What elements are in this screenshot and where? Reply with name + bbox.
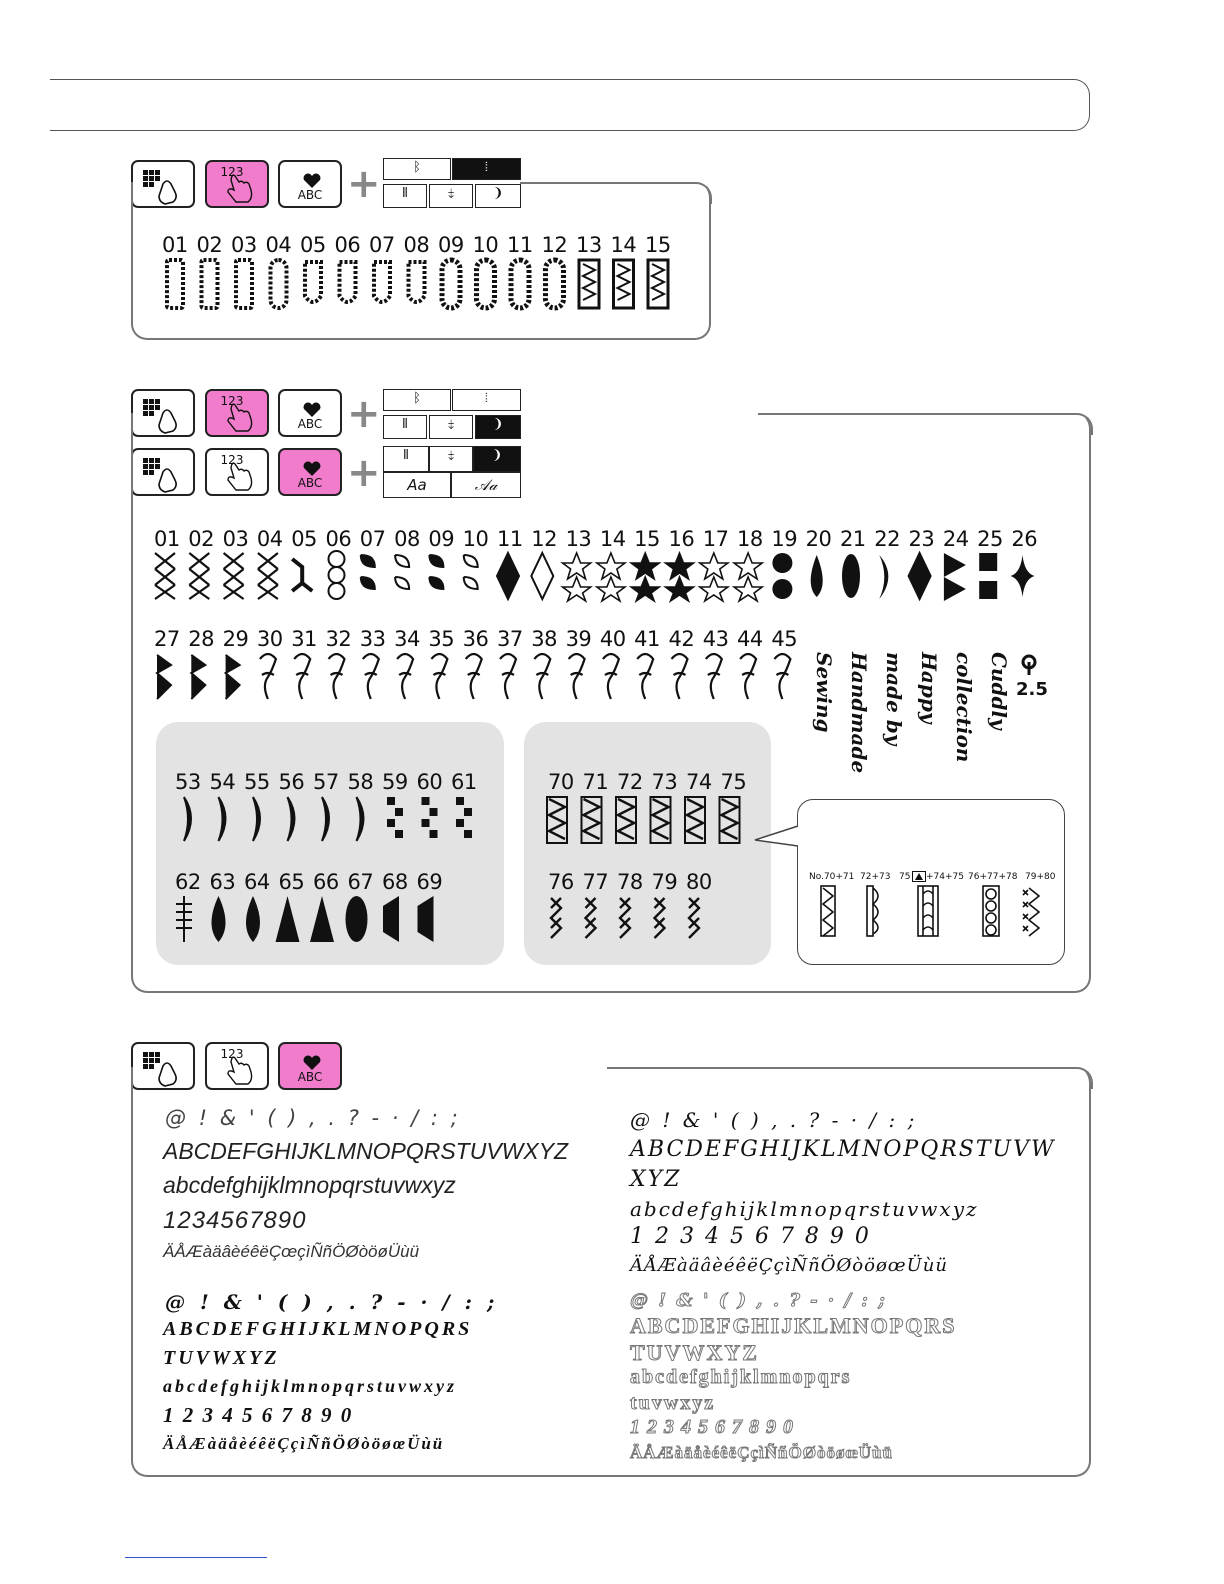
stitch-glyph: [374, 262, 390, 302]
combo-label-2: 72+73: [860, 872, 891, 882]
stitch-glyph: [387, 797, 395, 805]
mirror-option-2[interactable]: [383, 389, 451, 411]
stitch-number: 43: [702, 627, 729, 651]
numbers-label: 123: [220, 1047, 244, 1061]
stitch-glyph: [184, 797, 191, 841]
stitch-glyph: [563, 553, 591, 601]
stitch-number: 70: [548, 770, 574, 794]
stitch-number: 03: [231, 233, 257, 257]
stitch-glyph: [689, 898, 699, 938]
stitch-glyph: [383, 896, 399, 942]
stitch-glyph: [224, 553, 244, 599]
stitch-number: 77: [582, 870, 609, 894]
block-font-label: Aa: [407, 476, 427, 494]
stitch-glyph: [340, 262, 356, 302]
stitch-number: 55: [244, 770, 270, 794]
width-icon: ⫴: [402, 417, 408, 432]
stitch-glyph: [361, 555, 375, 589]
stitch-glyph: [258, 553, 278, 599]
stitch-number: 72: [617, 770, 643, 794]
panel-top-edge-3: [607, 1067, 1093, 1089]
stitch-glyph: [397, 654, 413, 699]
stitch-glyph: [226, 655, 240, 699]
casual-upper-2: XYZ: [630, 1167, 682, 1192]
stitch-glyph: [584, 799, 600, 839]
stitch-glyph: [288, 797, 295, 841]
stitch-glyph: [322, 797, 329, 841]
combo-numbers-row1: [548, 770, 755, 794]
stitch-number: 27: [154, 627, 180, 651]
casual-upper-1: ABCDEFGHIJKLMNOPQRSTUVW: [630, 1137, 1056, 1162]
mirror-icon: ᛒ: [413, 160, 421, 175]
numbers-label: 123: [220, 394, 244, 408]
stitch-glyph: [329, 567, 345, 583]
decorative-numbers-row1: [154, 527, 1046, 551]
buttonhole-numbers: [162, 233, 680, 257]
script-upper-2: TUVWXYZ: [163, 1347, 280, 1369]
combo-numbers-row2: [548, 870, 721, 894]
stitch-number: 67: [347, 870, 374, 894]
stitch-glyph: [430, 830, 438, 838]
stitch-glyph: [979, 581, 997, 599]
stitch-glyph: [1011, 555, 1035, 597]
stitch-number: 29: [222, 627, 249, 651]
stitch-number: 39: [565, 627, 592, 651]
plus-icon: +: [347, 161, 381, 207]
panel-top-edge-2: [758, 413, 1093, 435]
letters-label: ABC: [297, 1070, 323, 1084]
block-accents: ÄÅÆàäâèéêëÇœçìÑñÖØòöøÜùü: [163, 1242, 420, 1261]
stitch-glyph: [879, 555, 888, 599]
stitch-number: 04: [256, 527, 283, 551]
stitch-glyph: [586, 898, 596, 938]
stitch-number: 23: [908, 527, 935, 551]
width-icon: ⫴: [403, 448, 409, 463]
stitch-glyph: [672, 654, 688, 699]
mirror-option[interactable]: [383, 158, 451, 180]
stitch-number: 62: [175, 870, 201, 894]
stitch-glyph: [387, 819, 395, 827]
combo-label-4: +74+75: [926, 872, 964, 882]
stitch-number: 18: [737, 527, 763, 551]
auto-icon: ❩: [492, 417, 504, 432]
stitch-glyph: [666, 553, 694, 601]
stitch-glyph: [329, 583, 345, 599]
script-word-1: Sewing: [812, 652, 836, 733]
stitch-number: 66: [313, 870, 339, 894]
thread-icon: [1018, 655, 1040, 677]
thread-value: 2.5: [1016, 679, 1048, 700]
stitch-glyph: [631, 553, 659, 601]
combo-glyphs-row2: [545, 894, 755, 944]
plus-icon: +: [347, 450, 381, 496]
stitch-number: 65: [278, 870, 305, 894]
stitch-glyph: [569, 654, 585, 699]
stitch-glyph: [395, 830, 403, 838]
auto-icon: ❩: [492, 186, 504, 201]
outline-symbols: @ ! & ' ( ) , . ? - · / : ;: [630, 1290, 887, 1311]
stitch-glyph: [620, 898, 630, 938]
stitch-number: 42: [668, 627, 695, 651]
stitch-glyph: [176, 896, 192, 942]
stitch-glyph: [442, 260, 460, 308]
stitch-glyph: [418, 896, 434, 942]
stitch-glyph: [464, 555, 478, 589]
stitch-glyph: [253, 797, 260, 841]
letters-label: ABC: [297, 188, 323, 202]
script-word-4: Happy: [917, 652, 941, 724]
stitch-number: 31: [291, 627, 317, 651]
stitch-number: 76: [548, 870, 574, 894]
stitch-glyph: [157, 655, 171, 699]
combo-label-1: No.70+71: [809, 872, 855, 882]
stitch-number: 19: [771, 527, 798, 551]
stitch-glyph: [500, 654, 516, 699]
width-icon: ⫴: [402, 186, 408, 201]
stitch-glyph: [395, 555, 409, 589]
length-icon: ⦙: [485, 160, 488, 175]
stitch-number: 17: [702, 527, 729, 551]
stitch-number: 68: [382, 870, 408, 894]
stitch-number: 22: [874, 527, 900, 551]
stitch-glyph: [618, 264, 630, 300]
stitch-glyph: [549, 799, 565, 839]
stitch-glyph: [466, 654, 482, 699]
script-digits: 1 2 3 4 5 6 7 8 9 0: [163, 1403, 354, 1427]
stitch-number: 44: [737, 627, 763, 651]
stitch-glyph: [740, 654, 756, 699]
stitch-number: 08: [403, 233, 430, 257]
casual-lower: abcdefghijklmnopqrstuvwxyz: [630, 1197, 979, 1221]
script-word-6: Cuddly: [987, 652, 1011, 730]
stitch-number: 79: [651, 870, 678, 894]
stitch-number: 02: [196, 233, 223, 257]
auto-icon: ❩: [491, 448, 503, 463]
stitch-glyph: [456, 819, 464, 827]
stitch-number: 07: [369, 233, 395, 257]
outline-upper-1: ABCDEFGHIJKLMNOPQRS: [630, 1313, 957, 1338]
stitch-glyph: [652, 264, 664, 300]
stitch-glyph: [310, 896, 334, 942]
combo-label-6: 79+80: [1025, 872, 1056, 882]
stitch-glyph: [534, 654, 550, 699]
outline-lower-1: abcdefghijklmnopqrs: [630, 1366, 852, 1388]
stitch-number: 35: [428, 627, 455, 651]
tie-icon: ⤈: [448, 186, 454, 201]
stitch-glyph: [363, 654, 379, 699]
combo-label-3: 75: [899, 872, 911, 882]
decorative-numbers-row2: [154, 627, 806, 651]
length-option[interactable]: [452, 158, 521, 180]
stitch-number: 09: [438, 233, 464, 257]
stitch-glyph: [422, 797, 430, 805]
callout-pointer: [755, 826, 800, 848]
stitch-glyph: [155, 553, 175, 599]
outline-digits: 1 2 3 4 5 6 7 8 9 0: [630, 1416, 794, 1438]
stitch-glyph: [653, 799, 669, 839]
stitch-glyph: [464, 808, 472, 816]
stitch-number: 06: [325, 527, 352, 551]
stitch-glyph: [909, 553, 931, 599]
stitch-glyph: [431, 654, 447, 699]
casual-digits: 1 2 3 4 5 6 7 8 9 0: [630, 1224, 871, 1249]
stitch-number: 56: [278, 770, 305, 794]
stitch-number: 09: [428, 527, 455, 551]
mirror-icon: ᛒ: [413, 391, 421, 406]
stitch-glyph: [346, 896, 368, 942]
stitch-number: 16: [668, 527, 695, 551]
stitch-number: 24: [942, 527, 969, 551]
stitch-glyph: [191, 655, 205, 699]
panel-top-edge: [520, 182, 712, 204]
satin-glyphs-row1: [172, 795, 492, 845]
stitch-glyph: [511, 260, 529, 308]
stitch-number: 80: [686, 870, 712, 894]
block-symbols: @ ! & ' ( ) , . ? - · / : ;: [165, 1106, 461, 1130]
stitch-glyph: [422, 819, 430, 827]
stitch-glyph: [276, 896, 300, 942]
stitch-glyph: [294, 654, 310, 699]
stitch-number: 36: [462, 627, 489, 651]
stitch-glyph: [409, 262, 425, 302]
stitch-glyph: [497, 553, 519, 599]
stitch-glyph: [246, 896, 260, 942]
stitch-number: 71: [582, 770, 609, 794]
stitch-number: 63: [209, 870, 236, 894]
outline-accents: ÄÅÆàäåèéêëÇçìÑñÖØòöøœÜùü: [630, 1443, 893, 1462]
block-digits: 1234567890: [163, 1207, 307, 1234]
stitch-glyph: [603, 654, 619, 699]
stitch-number: 10: [462, 527, 489, 551]
stitch-number: 59: [382, 770, 408, 794]
stitch-glyph: [637, 654, 653, 699]
stitch-glyph: [236, 260, 252, 308]
stitch-number: 25: [977, 527, 1003, 551]
stitch-number: 01: [154, 527, 180, 551]
stitch-number: 53: [175, 770, 201, 794]
script-lower: abcdefghijklmnopqrstuvwxyz: [163, 1376, 458, 1396]
satin-numbers-row1: [175, 770, 486, 794]
stitch-number: 69: [416, 870, 443, 894]
stitch-glyph: [395, 808, 403, 816]
stitch-glyph: [706, 654, 722, 699]
stitch-number: 05: [291, 527, 317, 551]
stitch-glyph: [189, 553, 209, 599]
outline-lower-2: tuvwxyz: [630, 1392, 716, 1414]
satin-numbers-row2: [175, 870, 451, 894]
stitch-glyph: [329, 551, 345, 567]
stitch-number: 12: [541, 233, 568, 257]
stitch-number: 40: [599, 627, 626, 651]
stitch-number: 26: [1011, 527, 1038, 551]
stitch-number: 30: [256, 627, 283, 651]
stitch-number: 54: [209, 770, 236, 794]
stitch-number: 03: [222, 527, 249, 551]
stitch-glyph: [655, 898, 665, 938]
stitch-glyph: [429, 555, 443, 589]
outline-upper-2: TUVWXYZ: [630, 1340, 759, 1365]
stitch-glyph: [219, 797, 226, 841]
section-header-bar: [50, 79, 1090, 131]
stitch-glyph: [167, 260, 183, 308]
stitch-number: 14: [610, 233, 637, 257]
stitch-number: 41: [634, 627, 660, 651]
stitch-glyph: [271, 260, 287, 308]
stitch-glyph: [292, 559, 312, 591]
script-upper-1: ABCDEFGHIJKLMNOPQRS: [163, 1318, 473, 1340]
tie-icon: ⤈: [448, 417, 454, 432]
stitch-number: 60: [416, 770, 443, 794]
stitch-number: 13: [576, 233, 602, 257]
stitch-number: 78: [617, 870, 643, 894]
stitch-number: 34: [394, 627, 420, 651]
stitch-glyph: [811, 555, 823, 597]
tie-icon: ⤈: [448, 448, 454, 463]
stitch-number: 33: [359, 627, 386, 651]
stitch-number: 75: [720, 770, 747, 794]
stitch-number: 61: [451, 770, 477, 794]
stitch-number: 11: [496, 527, 523, 551]
numbers-label: 123: [220, 165, 244, 179]
stitch-number: 58: [347, 770, 374, 794]
stitch-number: 07: [359, 527, 386, 551]
stitch-glyph: [212, 896, 226, 942]
stitch-number: 15: [645, 233, 671, 257]
stitch-glyph: [687, 799, 703, 839]
stitch-glyph: [430, 808, 438, 816]
stitch-glyph: [772, 579, 792, 599]
stitch-number: 37: [496, 627, 523, 651]
stitch-glyph: [477, 260, 495, 308]
combo-stitch-samples: [815, 884, 1055, 938]
stitch-glyph: [583, 264, 595, 300]
block-lower: abcdefghijklmnopqrstuvwxyz: [163, 1172, 456, 1198]
buttonhole-glyphs: [160, 258, 680, 313]
stitch-number: 20: [805, 527, 832, 551]
stitch-glyph: [597, 553, 625, 601]
stitch-number: 13: [565, 527, 592, 551]
stitch-glyph: [456, 797, 464, 805]
stitch-number: 06: [334, 233, 361, 257]
length-option-2[interactable]: [452, 389, 521, 411]
stitch-glyph: [202, 260, 218, 308]
stitch-glyph: [734, 553, 762, 601]
stitch-number: 11: [507, 233, 533, 257]
letters-label: ABC: [297, 476, 323, 490]
stitch-glyph: [357, 797, 364, 841]
casual-symbols: @ ! & ' ( ) , . ? - · / : ;: [630, 1108, 918, 1132]
numbers-label: 123: [220, 453, 244, 467]
stitch-number: 64: [244, 870, 270, 894]
stitch-number: 45: [771, 627, 798, 651]
stitch-number: 05: [300, 233, 326, 257]
stitch-number: 38: [531, 627, 557, 651]
stitch-number: 21: [839, 527, 866, 551]
length-icon: ⦙: [485, 391, 488, 406]
stitch-number: 32: [325, 627, 352, 651]
script-symbols: @ ! & ' ( ) , . ? - · / : ;: [165, 1290, 499, 1314]
block-upper: ABCDEFGHIJKLMNOPQRSTUVWXYZ: [163, 1138, 569, 1164]
stitch-glyph: [618, 799, 634, 839]
decorative-glyphs-row2: [150, 651, 810, 706]
stitch-glyph: [546, 260, 564, 308]
stitch-number: 74: [686, 770, 712, 794]
combo-label-5: 76+77+78: [968, 872, 1018, 882]
stitch-glyph: [305, 262, 321, 302]
satin-glyphs-row2: [172, 894, 492, 944]
stitch-glyph: [979, 553, 997, 571]
combination-callout: [797, 799, 1065, 965]
stitch-number: 14: [599, 527, 626, 551]
footer-link-underline: [125, 1557, 267, 1558]
stitch-number: 12: [531, 527, 557, 551]
stitch-number: 28: [188, 627, 215, 651]
stitch-number: 57: [313, 770, 339, 794]
plus-icon: +: [347, 391, 381, 437]
stitch-number: 73: [651, 770, 678, 794]
stitch-glyph: [551, 898, 561, 938]
caution-icon: [912, 871, 926, 882]
letters-label: ABC: [297, 417, 323, 431]
stitch-glyph: [464, 830, 472, 838]
stitch-number: 10: [472, 233, 499, 257]
stitch-number: 04: [265, 233, 292, 257]
script-word-2: Handmade: [847, 652, 871, 774]
stitch-number: 08: [394, 527, 420, 551]
script-accents: ÄÅÆàäåèéêëÇçìÑñÖØòöøœÜùü: [163, 1434, 445, 1453]
stitch-glyph: [772, 553, 792, 573]
stitch-glyph: [531, 553, 553, 599]
script-word-3: made by: [882, 652, 906, 746]
stitch-glyph: [842, 554, 860, 598]
stitch-glyph: [260, 654, 276, 699]
combo-glyphs-row1: [545, 795, 755, 845]
stitch-number: 02: [188, 527, 215, 551]
stitch-number: 01: [162, 233, 188, 257]
stitch-glyph: [944, 553, 966, 601]
script-word-5: collection: [952, 652, 976, 763]
decorative-glyphs-row1: [150, 551, 1050, 606]
stitch-glyph: [329, 654, 345, 699]
stitch-glyph: [722, 799, 738, 839]
stitch-glyph: [774, 654, 790, 699]
script-font-label: 𝒜𝒶: [474, 476, 498, 494]
stitch-number: 15: [634, 527, 660, 551]
stitch-glyph: [700, 553, 728, 601]
casual-accents: ÄÅÆàäâèéêëÇçìÑñÖØòöøœÜùü: [630, 1255, 948, 1276]
